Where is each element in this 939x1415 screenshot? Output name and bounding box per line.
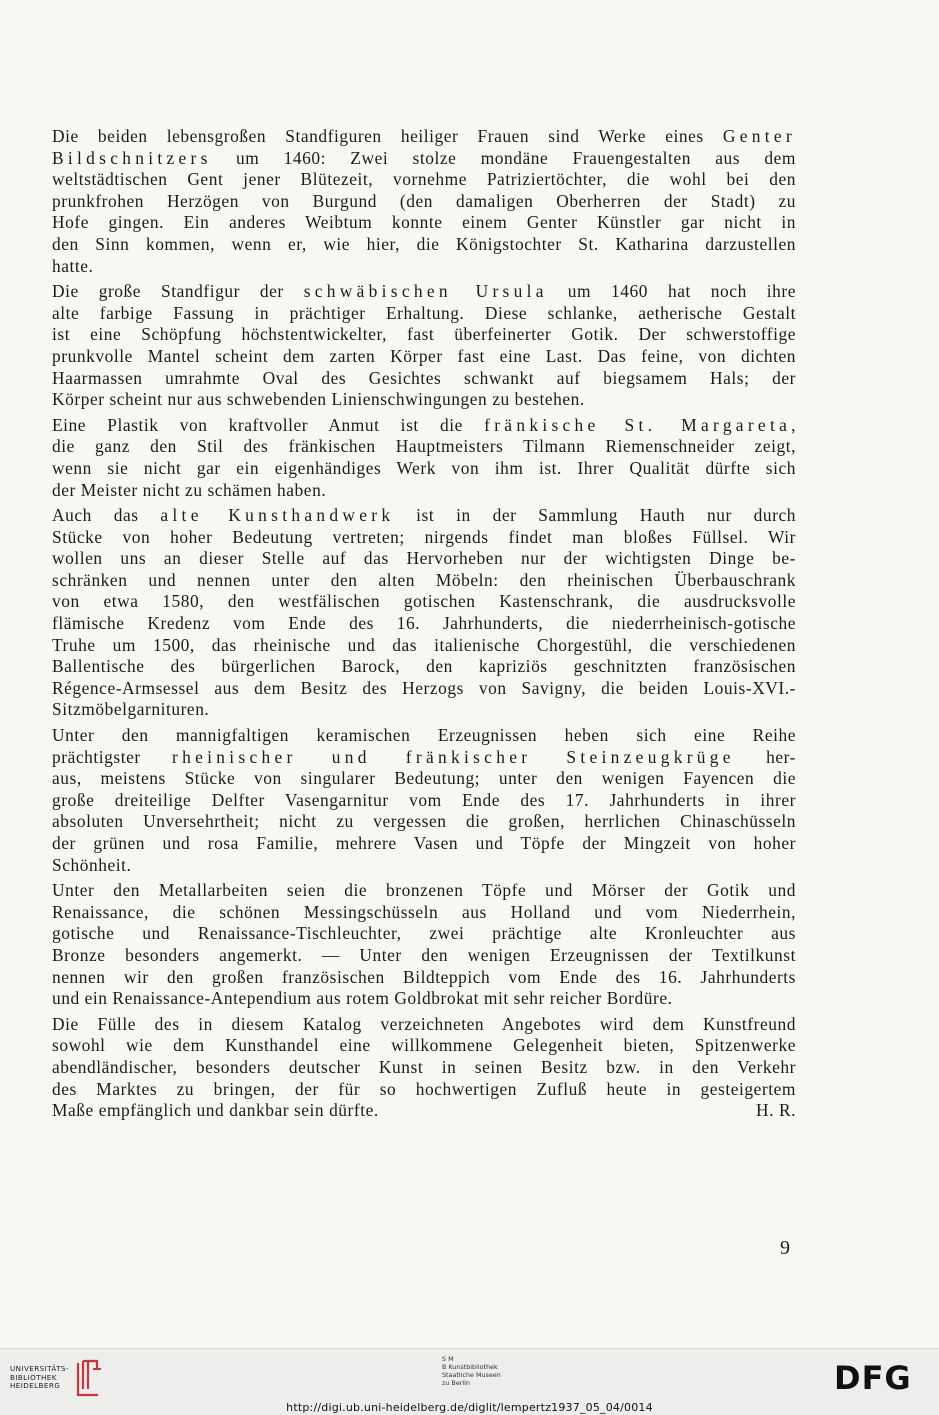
text-line	[52, 191, 796, 213]
paragraph-2	[52, 281, 796, 411]
spaced-emphasis: schwäbischen Ursula	[303, 281, 548, 302]
line-text: Hofe gingen. Ein anderes Weibtum konnte einem Genter Künstler gar nicht in	[52, 212, 796, 233]
text-line	[52, 346, 796, 368]
line-text: prunkfrohen Herzögen von Burgund (den damaligen Oberherren der Stadt) zu	[52, 190, 796, 211]
line-text: der grünen und rosa Familie, mehrere Vasen und Töpfe der Mingzeit von hoher	[52, 833, 796, 853]
paragraph-4	[52, 505, 796, 721]
line-text: Unter den mannigfaltigen keramischen Erzeugnissen heben sich eine Reihe	[52, 725, 796, 746]
library-name	[10, 1365, 69, 1391]
spaced-emphasis: alte Kunsthandwerk	[160, 505, 395, 526]
line-text: schränken und nennen unter den alten Möbeln: den rheinischen Überbauschrank	[52, 569, 796, 590]
line-text: Sitzmöbelgarnituren.	[52, 699, 210, 720]
paragraph-5	[52, 725, 796, 876]
line-text: her-	[734, 746, 796, 767]
page-number: 9	[780, 1237, 790, 1259]
line-text: der Meister nicht zu schämen haben.	[52, 479, 327, 500]
line-text: prunkvolle Mantel scheint dem zarten Körper fast eine Last. Das feine, von dichten	[52, 345, 796, 366]
line-text: alte farbige Fassung in prächtiger Erhaltung. Diese schlanke, aetherische Gestalt	[52, 302, 796, 323]
closing-line	[52, 1100, 796, 1122]
line-text: sowohl wie dem Kunsthandel eine willkommene Gelegenheit bieten, Spitzenwerke	[52, 1035, 796, 1056]
line-text: große dreiteilige Delfter Vasengarnitur vom Ende des 17. Jahrhunderts in ihrer	[52, 789, 796, 810]
text-line	[52, 613, 796, 635]
library-line: BIBLIOTHEK	[10, 1372, 57, 1382]
spaced-emphasis: Bildschnitzers	[52, 147, 212, 168]
text-line	[52, 415, 796, 437]
text-line	[52, 281, 796, 303]
text-line	[52, 967, 796, 989]
paragraph-6	[52, 880, 796, 1010]
library-line: UNIVERSITÄTS-	[10, 1364, 69, 1374]
line-text: ist in der Sammlung Hauth nur durch	[394, 505, 797, 526]
line-text: Körper scheint nur aus schwebenden Linienschwingungen zu bestehen.	[52, 389, 585, 410]
line-text: Renaissance, die schönen Messingschüsseln aus Holland und vom Niederrhein,	[52, 901, 796, 922]
text-line	[52, 923, 796, 945]
line-text: wollen uns an dieser Stelle auf das Hervorheben nur der wichtigsten Dinge be-	[52, 548, 796, 569]
text-line	[52, 148, 796, 170]
text-line	[52, 527, 796, 549]
text-line	[52, 855, 796, 877]
university-library-logo	[10, 1359, 101, 1397]
text-line	[52, 902, 796, 924]
article-body	[52, 126, 796, 1126]
spaced-emphasis: Genter	[722, 126, 796, 146]
spaced-emphasis: fränkische St. Margareta	[484, 414, 792, 435]
text-line	[52, 768, 796, 790]
stamp-line: S M	[442, 1355, 454, 1363]
text-line	[52, 635, 796, 657]
text-line	[52, 303, 796, 325]
text-line	[52, 256, 796, 278]
closing-text: Maße empfänglich und dankbar sein dürfte.	[52, 1100, 379, 1121]
text-line	[52, 591, 796, 613]
library-emblem-icon	[75, 1359, 101, 1397]
paragraph-7	[52, 1014, 796, 1122]
text-line	[52, 570, 796, 592]
line-text: prächtigster	[52, 746, 173, 767]
digitization-footer	[0, 1348, 939, 1415]
text-line	[52, 1057, 796, 1079]
text-line	[52, 1079, 796, 1101]
text-line	[52, 1035, 796, 1057]
line-text: Ballentische des bürgerlichen Barock, den kapriziös geschnitzten französischen	[52, 656, 796, 677]
text-line	[52, 368, 796, 390]
author-signature: H. R.	[756, 1100, 796, 1121]
text-line	[52, 234, 796, 256]
line-text: Régence-Armsessel aus dem Besitz des Herzogs von Savigny, die beiden Louis-XVI.-	[52, 677, 796, 698]
dfg-logo	[834, 1363, 926, 1391]
text-line	[52, 436, 796, 458]
line-text: abendländischer, besonders deutscher Kunst in seinen Besitz bzw. in den Verkehr	[52, 1056, 796, 1077]
spaced-emphasis: rheinischer und fränkischer Steinzeugkrüge	[172, 746, 735, 767]
text-line	[52, 126, 796, 148]
line-text: Schönheit.	[52, 854, 132, 875]
text-line	[52, 725, 796, 747]
text-line	[52, 945, 796, 967]
line-text: Bronze besonders angemerkt. — Unter den wenigen Erzeugnissen der Textilkunst	[52, 944, 796, 965]
text-line	[52, 169, 796, 191]
line-text: Die große Standfigur der	[52, 281, 304, 302]
line-text: Unter den Metallarbeiten seien die bronzenen Töpfe und Mörser der Gotik und	[52, 880, 796, 901]
line-text: um 1460 hat noch ihre	[547, 281, 797, 302]
line-text: den Sinn kommen, wenn er, wie hier, die Königstochter St. Katharina darzustellen	[52, 233, 796, 254]
line-text: Haarmassen umrahmte Oval des Gesichtes schwankt auf biegsamem Hals; der	[52, 367, 796, 388]
line-text: Stücke von hoher Bedeutung vertreten; nirgends findet man bloßes Füllsel. Wir	[52, 526, 796, 547]
line-text: aus, meistens Stücke von singularer Bedeutung; unter den wenigen Fayencen die	[52, 768, 796, 789]
line-text: Die Fülle des in diesem Katalog verzeichneten Angebotes wird dem Kunstfreund	[52, 1013, 796, 1034]
stamp-line: Staatliche Museen	[442, 1371, 501, 1379]
stamp-line: B Kunstbibliothek	[442, 1363, 498, 1371]
text-line	[52, 699, 796, 721]
line-text: um 1460: Zwei stolze mondäne Frauengestalten aus dem	[211, 147, 796, 168]
text-line	[52, 324, 796, 346]
text-line	[52, 480, 796, 502]
line-text: hatte.	[52, 255, 94, 276]
text-line	[52, 505, 796, 527]
library-line: HEIDELBERG	[10, 1381, 61, 1391]
line-text: und ein Renaissance-Antependium aus rotem Goldbrokat mit sehr reicher Bordüre.	[52, 988, 673, 1009]
line-text: flämische Kredenz vom Ende des 16. Jahrhunderts, die niederrheinisch-gotische	[52, 613, 796, 634]
line-text: die ganz den Stil des fränkischen Hauptmeisters Tilmann Riemenschneider zeigt,	[52, 436, 796, 457]
text-line	[52, 389, 796, 411]
text-line	[52, 811, 796, 833]
line-text: Auch das	[52, 505, 161, 526]
line-text: Truhe um 1500, das rheinische und das italienische Chorgestühl, die verschiedenen	[52, 634, 796, 655]
text-line	[52, 988, 796, 1010]
line-text: ist eine Schöpfung höchstentwickelter, fast überfeinerter Gotik. Der schwerstoffige	[52, 324, 796, 345]
permalink[interactable]: http://digi.ub.uni-heidelberg.de/diglit/lempertz1937_05_04/0014	[286, 1401, 653, 1414]
line-text: ,	[791, 414, 796, 435]
line-text: von etwa 1580, den westfälischen gotischen Kastenschrank, die ausdrucksvolle	[52, 591, 796, 612]
line-text: gotische und Renaissance-Tischleuchter, zwei prächtige alte Kronleuchter aus	[52, 923, 796, 944]
text-line	[52, 458, 796, 480]
line-text: Die beiden lebensgroßen Standfiguren heiliger Frauen sind Werke eines	[52, 126, 723, 146]
dfg-logo-text: DFG	[834, 1363, 912, 1391]
museum-stamp	[442, 1355, 501, 1387]
line-text: des Marktes zu bringen, der für so hochwertigen Zufluß heute in gesteigertem	[52, 1078, 796, 1099]
text-line	[52, 790, 796, 812]
line-text: absoluten Unversehrtheit; nicht zu vergessen die großen, herrlichen Chinaschüsseln	[52, 811, 796, 832]
line-text: Eine Plastik von kraftvoller Anmut ist die	[52, 414, 485, 435]
text-line	[52, 678, 796, 700]
text-line	[52, 880, 796, 902]
text-line	[52, 548, 796, 570]
text-line	[52, 747, 796, 769]
paragraph-3	[52, 415, 796, 501]
text-line	[52, 833, 796, 855]
stamp-line: zu Berlin	[442, 1379, 470, 1387]
line-text: nennen wir den großen französischen Bildteppich vom Ende des 16. Jahrhunderts	[52, 966, 796, 987]
line-text: wenn sie nicht gar ein eigenhändiges Werk von ihm ist. Ihrer Qualität dürfte sich	[52, 457, 796, 478]
line-text: weltstädtischen Gent jener Blütezeit, vornehme Patriziertöchter, die wohl bei den	[52, 169, 796, 190]
text-line	[52, 1014, 796, 1036]
paragraph-1	[52, 126, 796, 277]
text-line	[52, 212, 796, 234]
text-line	[52, 656, 796, 678]
